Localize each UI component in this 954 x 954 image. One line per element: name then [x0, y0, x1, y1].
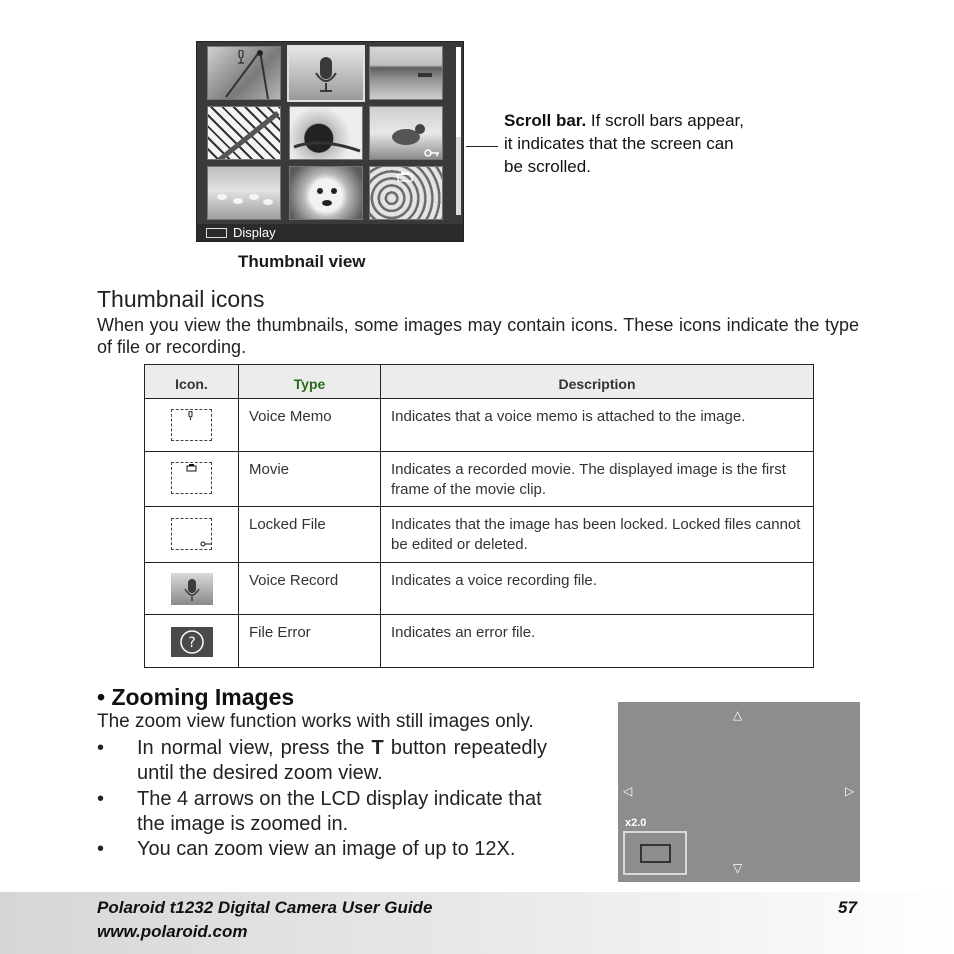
- table-header-row: [145, 365, 813, 399]
- crossword-image: [208, 107, 281, 160]
- thumbnail-flamingos[interactable]: [207, 166, 281, 220]
- lock-icon: [424, 148, 440, 158]
- callout-line: [466, 146, 498, 147]
- footer-title: Polaroid t1232 Digital Camera User Guide: [97, 898, 433, 917]
- table-row: [145, 399, 813, 452]
- microphone-icon: [289, 47, 363, 101]
- microphone-icon: [171, 573, 213, 605]
- scroll-bar-thumb[interactable]: [456, 47, 461, 137]
- thumbnail-caption: Thumbnail view: [238, 252, 366, 271]
- zoom-navigator-viewport: [640, 844, 671, 863]
- bullet1-post: button repeatedly until the desired zoom view.: [137, 737, 547, 784]
- table-row: [145, 452, 813, 507]
- movie-icon: [171, 462, 212, 494]
- arrow-right-icon: ▷: [845, 784, 855, 798]
- voice-memo-icon: [237, 50, 245, 64]
- question-mark-icon: [171, 627, 213, 657]
- footer-url[interactable]: www.polaroid.com: [97, 922, 248, 941]
- callout-bold: Scroll bar.: [504, 111, 587, 130]
- table-row: [145, 507, 813, 563]
- description-cell: Indicates that a voice memo is attached to the image.: [391, 408, 746, 425]
- display-label: Display: [233, 225, 276, 240]
- page-number: 57: [838, 898, 857, 917]
- bullet-dot: •: [97, 838, 105, 860]
- arrow-up-icon: △: [733, 708, 743, 722]
- section-paragraph: When you view the thumbnails, some images may contain icons. These icons indicate the type of file or recording.: [97, 315, 859, 357]
- section-heading-zooming: • Zooming Images: [97, 684, 295, 710]
- t-button-label: T: [371, 737, 384, 759]
- bullet1-pre: In normal view, press the: [137, 737, 372, 759]
- bullet-dot: •: [97, 737, 105, 759]
- type-cell: File Error: [239, 615, 381, 667]
- type-cell: Voice Memo: [239, 399, 381, 451]
- header-description: Description: [558, 376, 636, 392]
- thumbnail-crossword[interactable]: [207, 106, 281, 160]
- arrow-down-icon: ▽: [733, 861, 743, 875]
- table-row: [145, 563, 813, 615]
- header-type: Type: [239, 365, 381, 398]
- type-cell: Voice Record: [239, 563, 381, 614]
- dog-image: [290, 167, 363, 220]
- type-cell: Locked File: [239, 507, 381, 562]
- description-cell: Indicates that the image has been locked. Locked files cannot be edited or deleted.: [391, 516, 801, 553]
- arrow-left-icon: ◁: [623, 784, 633, 798]
- bullet-text: The 4 arrows on the LCD display indicate that the image is zoomed in.: [137, 788, 542, 835]
- lock-icon: [171, 518, 212, 550]
- type-cell: Movie: [239, 452, 381, 506]
- thumbnail-dog[interactable]: [289, 166, 363, 220]
- bullet-dot: •: [97, 788, 105, 810]
- display-button-icon: [206, 228, 227, 238]
- zoom-level-label: x2.0: [625, 817, 647, 829]
- movie-icon: [397, 172, 413, 182]
- thumbnail-voice-record[interactable]: [287, 45, 365, 102]
- voice-memo-icon: [171, 409, 212, 441]
- bullet-text: You can zoom view an image of up to 12X.: [137, 838, 516, 860]
- section-heading-thumbnail-icons: Thumbnail icons: [97, 286, 265, 312]
- bullet-text: [137, 736, 547, 786]
- lake-image: [370, 47, 443, 100]
- callout-body: If scroll bars appear, it indicates that the screen can be scrolled.: [504, 111, 745, 176]
- thumbnail-monkey[interactable]: [289, 106, 363, 160]
- thumbnail-lake[interactable]: [369, 46, 443, 100]
- scroll-bar-callout: [504, 109, 744, 178]
- zoom-intro: The zoom view function works with still images only.: [97, 711, 534, 732]
- svg-text:?: ?: [188, 635, 196, 651]
- description-cell: Indicates a recorded movie. The displayed image is the first frame of the movie clip.: [391, 461, 786, 498]
- icon-table: [144, 364, 814, 668]
- description-cell: Indicates an error file.: [391, 624, 536, 641]
- description-cell: Indicates a voice recording file.: [391, 572, 597, 589]
- monkey-image: [290, 107, 363, 160]
- table-row: [145, 615, 813, 667]
- flamingos-image: [208, 167, 281, 220]
- header-icon: Icon.: [145, 365, 239, 398]
